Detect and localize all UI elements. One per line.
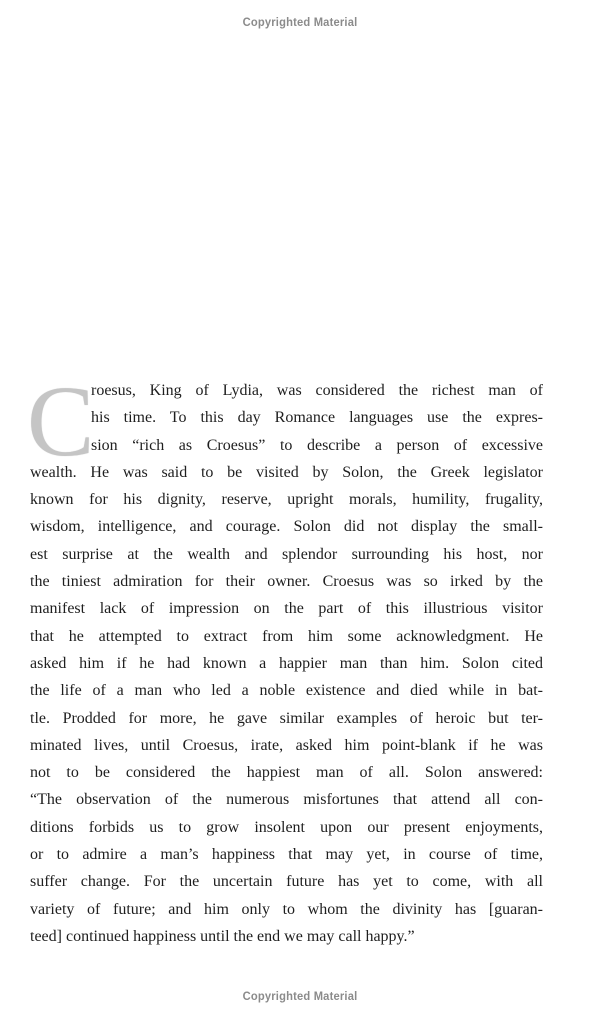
paragraph-line: roesus, King of Lydia, was considered the richest man of (91, 382, 543, 399)
copyright-notice-bottom: Copyrighted Material (242, 991, 358, 1003)
paragraph-line: the life of a man who led a noble existence and died while in bat- (30, 682, 543, 700)
paragraph-line: minated lives, until Croesus, irate, asked him point-blank if he was (30, 736, 543, 754)
paragraph-line: suffer change. For the uncertain future has yet to come, with all (30, 873, 543, 891)
paragraph (27, 365, 543, 950)
paragraph-line: known for his dignity, reserve, upright morals, humility, frugality, (30, 491, 543, 509)
paragraph-line: wealth. He was said to be visited by Solon, the Greek legislator (30, 463, 543, 481)
paragraph-line: his time. To this day Romance languages use the expres- (91, 409, 543, 427)
paragraph-line: variety of future; and him only to whom the divinity has [guaran- (30, 900, 543, 918)
paragraph-line: or to admire a man’s happiness that may yet, in course of time, (30, 846, 543, 864)
paragraph-line: est surprise at the wealth and splendor surrounding his host, nor (30, 545, 543, 563)
paragraph-line: ditions forbids us to grow insolent upon our present enjoyments, (30, 818, 543, 836)
paragraph-line: asked him if he had known a happier man than him. Solon cited (30, 654, 543, 672)
paragraph-line: tle. Prodded for more, he gave similar examples of heroic but ter- (30, 709, 543, 727)
paragraph-line: the tiniest admiration for their owner. Croesus was so irked by the (30, 573, 543, 591)
paragraph-line: “The observation of the numerous misfortunes that attend all con- (30, 791, 543, 809)
paragraph-line: manifest lack of impression on the part of this illustrious visitor (30, 600, 543, 618)
copyright-notice-top: Copyrighted Material (242, 17, 358, 29)
paragraph-line: that he attempted to extract from him some acknowledgment. He (30, 627, 543, 645)
paragraph-line: sion “rich as Croesus” to describe a person of excessive (91, 436, 543, 454)
drop-cap: C (27, 365, 95, 477)
paragraph-line: not to be considered the happiest man of all. Solon answered: (30, 764, 543, 782)
paragraph-line: wisdom, intelligence, and courage. Solon did not display the small- (30, 518, 543, 536)
paragraph-line: teed] continued happiness until the end we may call happy.” (30, 927, 415, 945)
